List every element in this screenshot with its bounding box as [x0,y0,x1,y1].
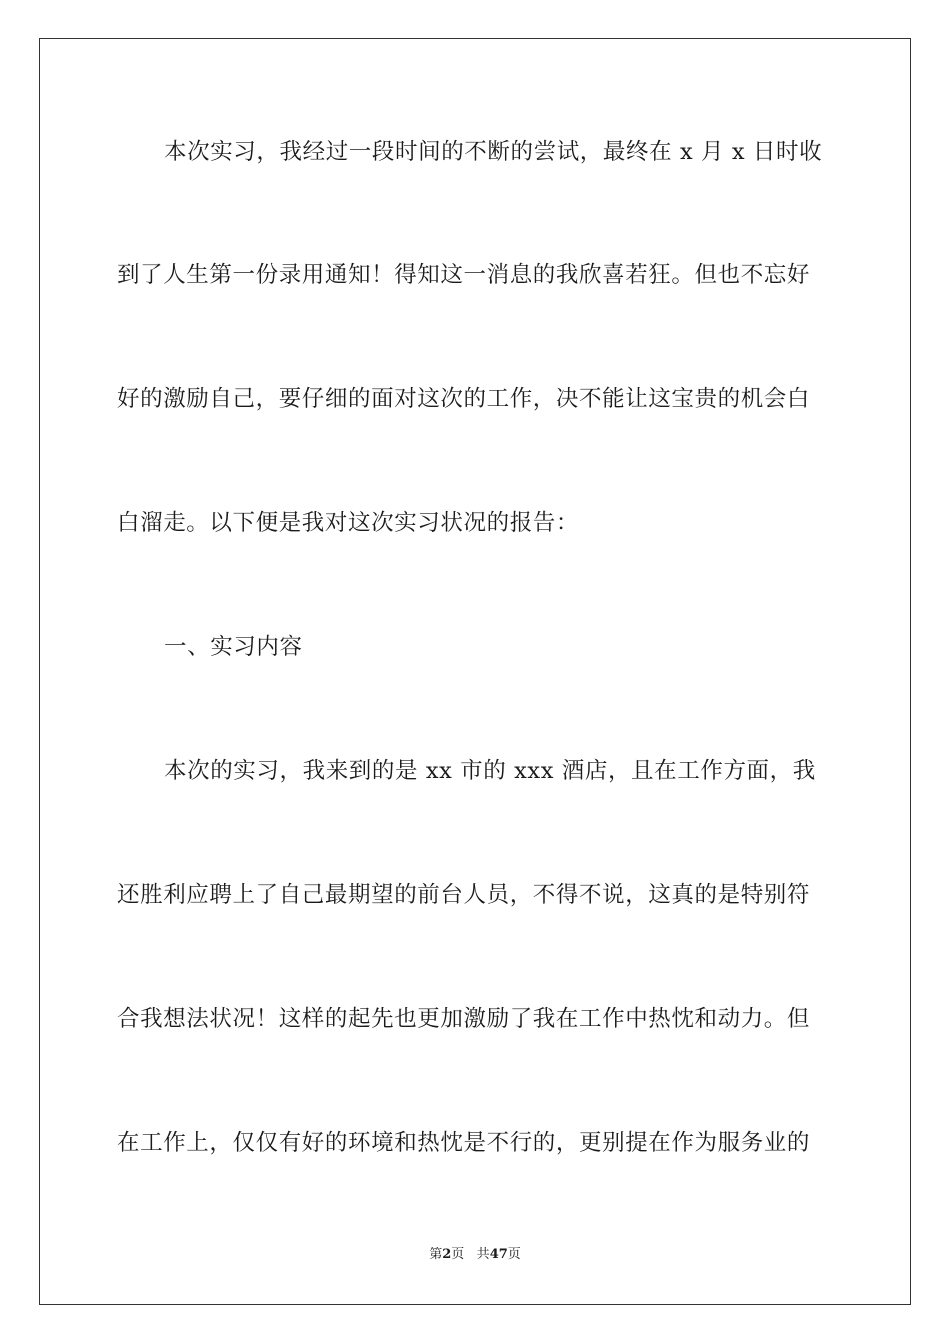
paragraph-2-line-2: 还胜利应聘上了自己最期望的前台人员，不得不说，这真的是特别符 [117,882,811,908]
page-footer [0,1246,950,1264]
paragraph-1-line-2: 到了人生第一份录用通知！得知这一消息的我欣喜若狂。但也不忘好 [117,262,811,288]
paragraph-1-line-3: 好的激励自己，要仔细的面对这次的工作，决不能让这宝贵的机会白 [117,386,811,412]
page-border [39,38,911,1305]
paragraph-2-line-4: 在工作上，仅仅有好的环境和热忱是不行的，更别提在作为服务业的 [117,1130,811,1156]
page-prefix: 第 [429,1247,443,1262]
total-suffix: 页 [507,1247,521,1262]
paragraph-1-line-1: 本次实习，我经过一段时间的不断的尝试，最终在 x 月 x 日时收 [164,139,823,165]
page-suffix: 页 [451,1247,465,1262]
page-number: 2 [442,1247,452,1262]
section-heading: 一、实习内容 [164,634,303,660]
total-prefix: 共 [476,1247,490,1262]
total-pages: 47 [489,1247,508,1262]
paragraph-1-line-4: 白溜走。以下便是我对这次实习状况的报告： [117,510,580,536]
paragraph-2-line-1: 本次的实习，我来到的是 xx 市的 xxx 酒店，且在工作方面，我 [164,758,816,784]
paragraph-2-line-3: 合我想法状况！这样的起先也更加激励了我在工作中热忱和动力。但 [117,1006,811,1032]
